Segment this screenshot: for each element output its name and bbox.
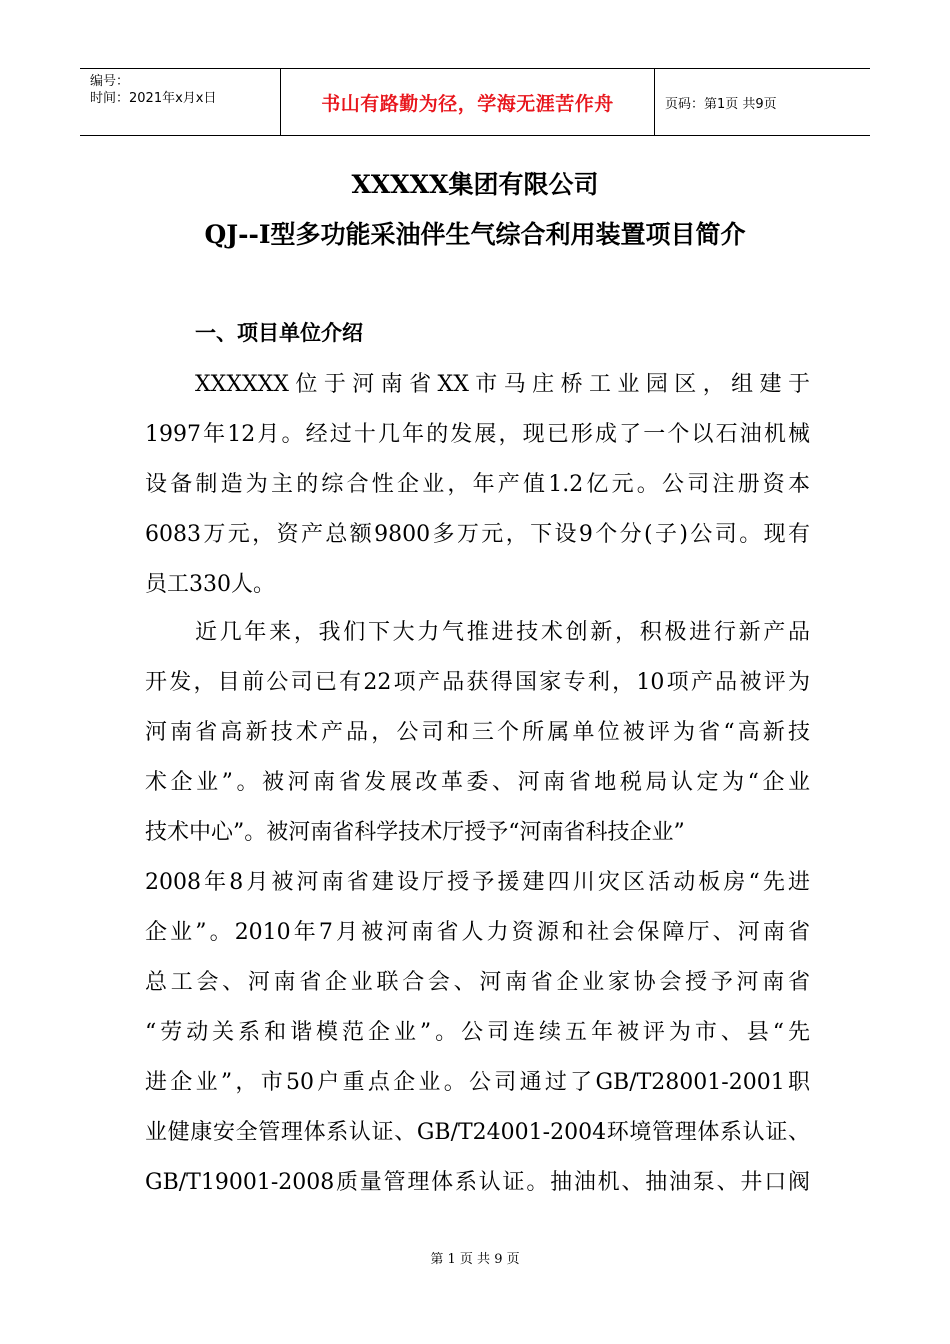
paragraph-line: 2008年8月被河南省建设厅授予援建四川灾区活动板房“先进 — [145, 870, 810, 895]
number-label: 编号： — [90, 74, 130, 89]
paragraph-line: 开发，目前公司已有22项产品获得国家专利，10项产品被评为 — [145, 670, 810, 695]
paragraph-1 — [145, 360, 810, 610]
paragraph-line: GB/T19001-2008质量管理体系认证。抽油机、抽油泵、井口阀 — [145, 1170, 810, 1195]
paragraph-line: 进企业”，市50户重点企业。公司通过了GB/T28001-2001职 — [145, 1070, 810, 1095]
motto-text: 书山有路勤为径，学海无涯苦作舟 — [321, 92, 614, 115]
paragraph-line: 河南省高新技术产品，公司和三个所属单位被评为省“高新技 — [145, 720, 810, 745]
paragraph-line: 员工330人。 — [145, 572, 275, 597]
paragraph-line: 设备制造为主的综合性企业，年产值1.2亿元。公司注册资本 — [145, 472, 810, 497]
page-info-cell — [655, 69, 870, 135]
paragraph-line: “劳动关系和谐模范企业”。公司连续五年被评为市、县“先 — [145, 1020, 810, 1045]
paragraph-line: 术企业”。被河南省发展改革委、河南省地税局认定为“企业 — [145, 770, 810, 795]
paragraph-line: 近几年来，我们下大力气推进技术创新，积极进行新产品 — [195, 620, 810, 645]
motto-cell — [281, 69, 655, 135]
paragraph-line: XXXXXX位于河南省XX市马庄桥工业园区，组建于 — [195, 372, 810, 397]
paragraph-line: 1997年12月。经过十几年的发展，现已形成了一个以石油机械 — [145, 422, 810, 447]
page-footer: 第 1 页 共 9 页 — [430, 1252, 520, 1267]
paragraph-line: 总工会、河南省企业联合会、河南省企业家协会授予河南省 — [145, 970, 810, 995]
paragraph-line: 技术中心”。被河南省科学技术厅授予“河南省科技企业” — [145, 820, 685, 845]
header-table — [80, 68, 870, 136]
section-heading: 一、项目单位介绍 — [195, 321, 363, 345]
header-meta-cell — [80, 69, 281, 135]
time-label: 时间：2021年x月x日 — [90, 91, 217, 106]
page-info-text: 页码：第1页 共9页 — [665, 96, 777, 112]
document-title-project: QJ--I型多功能采油伴生气综合利用装置项目简介 — [204, 220, 746, 249]
paragraph-2 — [145, 608, 810, 1208]
paragraph-line: 业健康安全管理体系认证、GB/T24001-2004环境管理体系认证、 — [145, 1120, 810, 1145]
paragraph-line: 企业”。2010年7月被河南省人力资源和社会保障厅、河南省 — [145, 920, 810, 945]
document-title-company: XXXXX集团有限公司 — [351, 170, 599, 199]
paragraph-line: 6083万元，资产总额9800多万元，下设9个分(子)公司。现有 — [145, 522, 810, 547]
